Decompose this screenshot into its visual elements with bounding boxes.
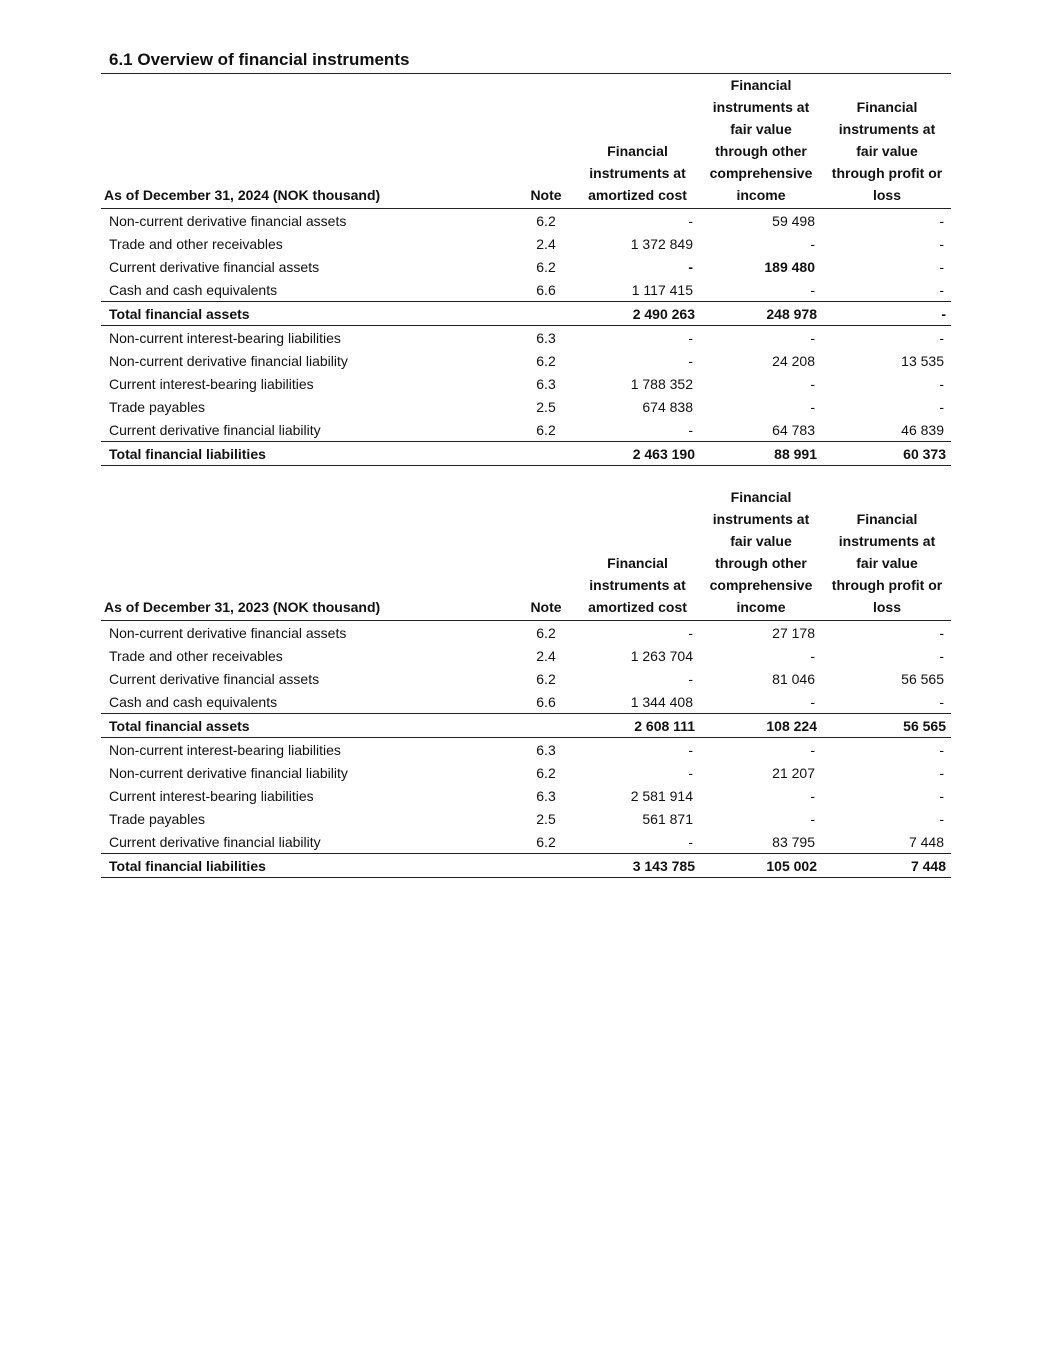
column-header-line: through other bbox=[715, 555, 807, 571]
cell-fvpl: - bbox=[939, 787, 944, 804]
column-header-fvoci bbox=[699, 486, 823, 621]
cell-fvoci: 81 046 bbox=[772, 670, 815, 687]
row-label: Non-current derivative financial assets bbox=[109, 212, 347, 229]
table-row bbox=[101, 830, 951, 854]
column-header-line: Financial bbox=[856, 511, 918, 527]
row-note: 2.5 bbox=[536, 398, 556, 415]
table-heading-period: As of December 31, 2023 (NOK thousand) bbox=[104, 599, 381, 615]
cell-fvpl: - bbox=[823, 302, 951, 326]
cell-fvpl: - bbox=[939, 212, 944, 229]
cell-fvpl: - bbox=[939, 375, 944, 392]
row-note: 2.4 bbox=[536, 235, 556, 252]
cell-amortized-cost: - bbox=[688, 624, 693, 641]
cell-fvpl: - bbox=[939, 741, 944, 758]
cell-fvpl: - bbox=[939, 624, 944, 641]
row-note: 6.6 bbox=[536, 693, 556, 710]
row-label: Cash and cash equivalents bbox=[109, 693, 278, 710]
row-label: Trade payables bbox=[109, 810, 205, 827]
column-header-line: Financial bbox=[730, 489, 792, 505]
table-body bbox=[101, 621, 951, 878]
cell-amortized-cost: 2 463 190 bbox=[576, 442, 699, 466]
cell-amortized-cost: - bbox=[688, 764, 693, 781]
row-note: 6.2 bbox=[536, 352, 556, 369]
column-header-line: income bbox=[736, 187, 786, 203]
column-header-line: comprehensive bbox=[709, 165, 813, 181]
cell-fvoci: - bbox=[810, 375, 815, 392]
cell-amortized-cost: 2 490 263 bbox=[576, 302, 699, 326]
cell-fvpl: 46 839 bbox=[901, 421, 944, 438]
cell-fvpl: - bbox=[939, 235, 944, 252]
cell-amortized-cost: 1 372 849 bbox=[630, 235, 693, 252]
cell-fvoci: 105 002 bbox=[699, 854, 823, 878]
row-label: Current derivative financial assets bbox=[109, 670, 320, 687]
row-label: Non-current derivative financial assets bbox=[109, 624, 347, 641]
cell-fvoci: - bbox=[810, 693, 815, 710]
cell-fvoci: - bbox=[810, 398, 815, 415]
table-header-row bbox=[101, 74, 951, 209]
cell-fvoci: 189 480 bbox=[764, 258, 815, 275]
row-note: 6.2 bbox=[536, 833, 556, 850]
column-header-line: fair value bbox=[856, 143, 918, 159]
row-label: Total financial liabilities bbox=[101, 442, 516, 466]
cell-amortized-cost: 1 344 408 bbox=[630, 693, 693, 710]
column-header-line: fair value bbox=[856, 555, 918, 571]
cell-fvpl: - bbox=[939, 693, 944, 710]
column-header-line: comprehensive bbox=[709, 577, 813, 593]
cell-amortized-cost: 2 581 914 bbox=[630, 787, 693, 804]
cell-fvpl: 7 448 bbox=[908, 833, 944, 850]
cell-amortized-cost: - bbox=[688, 352, 693, 369]
cell-fvpl: 7 448 bbox=[823, 854, 951, 878]
cell-fvpl: - bbox=[939, 810, 944, 827]
row-label: Current interest-bearing liabilities bbox=[109, 375, 314, 392]
table-row bbox=[101, 255, 951, 278]
row-note bbox=[516, 714, 576, 738]
column-header-line: instruments at bbox=[712, 511, 810, 527]
cell-fvpl: - bbox=[939, 398, 944, 415]
row-label: Total financial assets bbox=[101, 714, 516, 738]
total-liabilities-row bbox=[101, 442, 951, 466]
table-row bbox=[101, 667, 951, 690]
column-header-line: loss bbox=[872, 599, 901, 615]
table-row bbox=[101, 784, 951, 807]
column-header-line: through other bbox=[715, 143, 807, 159]
table-row bbox=[101, 738, 951, 762]
total-assets-row bbox=[101, 302, 951, 326]
column-header-line: Financial bbox=[730, 77, 792, 93]
column-header-line: amortized cost bbox=[588, 187, 687, 203]
column-header-line: instruments at bbox=[589, 577, 686, 593]
cell-fvoci: 64 783 bbox=[772, 421, 815, 438]
total-liabilities-row bbox=[101, 854, 951, 878]
cell-fvoci: - bbox=[810, 281, 815, 298]
document-page bbox=[101, 46, 951, 878]
cell-fvoci: 88 991 bbox=[699, 442, 823, 466]
row-label: Current derivative financial liability bbox=[109, 833, 321, 850]
row-label: Non-current interest-bearing liabilities bbox=[109, 741, 341, 758]
cell-amortized-cost: 2 608 111 bbox=[576, 714, 699, 738]
cell-amortized-cost: 3 143 785 bbox=[576, 854, 699, 878]
column-header-line: instruments at bbox=[838, 533, 936, 549]
cell-fvoci: - bbox=[810, 741, 815, 758]
row-label: Current interest-bearing liabilities bbox=[109, 787, 314, 804]
cell-fvpl: - bbox=[939, 258, 944, 275]
column-header-line: fair value bbox=[730, 121, 792, 137]
table-body bbox=[101, 209, 951, 466]
cell-fvoci: - bbox=[810, 235, 815, 252]
row-label: Non-current derivative financial liability bbox=[109, 764, 348, 781]
row-note: 2.4 bbox=[536, 647, 556, 664]
table-row bbox=[101, 644, 951, 667]
row-label: Trade payables bbox=[109, 398, 205, 415]
column-header-amortized-cost bbox=[576, 486, 699, 621]
cell-fvoci: 248 978 bbox=[699, 302, 823, 326]
column-header-line: Financial bbox=[607, 555, 668, 571]
row-note: 6.2 bbox=[536, 764, 556, 781]
cell-amortized-cost: 1 788 352 bbox=[630, 375, 693, 392]
total-assets-row bbox=[101, 714, 951, 738]
row-note bbox=[516, 854, 576, 878]
column-header-line: loss bbox=[872, 187, 901, 203]
cell-fvpl: - bbox=[939, 647, 944, 664]
row-label: Non-current derivative financial liability bbox=[109, 352, 348, 369]
cell-amortized-cost: - bbox=[688, 741, 693, 758]
column-header-line: through profit or bbox=[831, 165, 943, 181]
table-row bbox=[101, 209, 951, 233]
table-header-row bbox=[101, 486, 951, 621]
financial-instruments-table-2023 bbox=[101, 486, 951, 878]
cell-amortized-cost: - bbox=[688, 421, 693, 438]
cell-amortized-cost: - bbox=[688, 329, 693, 346]
column-header-fvoci bbox=[699, 74, 823, 209]
row-label: Current derivative financial liability bbox=[109, 421, 321, 438]
row-note: 6.3 bbox=[536, 741, 556, 758]
table-row bbox=[101, 349, 951, 372]
cell-amortized-cost: - bbox=[688, 833, 693, 850]
cell-amortized-cost: - bbox=[688, 212, 693, 229]
cell-fvoci: 108 224 bbox=[699, 714, 823, 738]
row-note: 6.2 bbox=[536, 624, 556, 641]
cell-fvoci: 27 178 bbox=[772, 624, 815, 641]
row-label: Non-current interest-bearing liabilities bbox=[109, 329, 341, 346]
cell-fvoci: 83 795 bbox=[772, 833, 815, 850]
row-note bbox=[516, 302, 576, 326]
cell-amortized-cost: 1 263 704 bbox=[630, 647, 693, 664]
table-row bbox=[101, 232, 951, 255]
column-header-line: through profit or bbox=[831, 577, 943, 593]
column-header-note: Note bbox=[530, 599, 562, 615]
row-note: 6.2 bbox=[536, 212, 556, 229]
cell-fvoci: - bbox=[810, 329, 815, 346]
column-header-amortized-cost bbox=[576, 74, 699, 209]
cell-fvpl: 13 535 bbox=[901, 352, 944, 369]
row-label: Total financial liabilities bbox=[101, 854, 516, 878]
column-header-line: Financial bbox=[607, 143, 668, 159]
financial-instruments-table-2024 bbox=[101, 74, 951, 466]
table-row bbox=[101, 418, 951, 442]
table-row bbox=[101, 372, 951, 395]
column-header-line: instruments at bbox=[838, 121, 936, 137]
table-heading-period: As of December 31, 2024 (NOK thousand) bbox=[104, 187, 381, 203]
column-header-note: Note bbox=[530, 187, 562, 203]
row-note: 6.3 bbox=[536, 329, 556, 346]
row-note: 6.3 bbox=[536, 375, 556, 392]
row-note: 6.6 bbox=[536, 281, 556, 298]
cell-fvoci: 21 207 bbox=[772, 764, 815, 781]
cell-fvoci: - bbox=[810, 787, 815, 804]
cell-fvpl: 56 565 bbox=[901, 670, 944, 687]
cell-amortized-cost: 674 838 bbox=[642, 398, 693, 415]
column-header-line: amortized cost bbox=[588, 599, 687, 615]
cell-fvoci: - bbox=[810, 647, 815, 664]
column-header-line: fair value bbox=[730, 533, 792, 549]
row-note: 6.2 bbox=[536, 421, 556, 438]
cell-amortized-cost: - bbox=[688, 670, 693, 687]
row-note: 6.2 bbox=[536, 670, 556, 687]
cell-fvpl: - bbox=[939, 764, 944, 781]
column-header-line: instruments at bbox=[589, 165, 686, 181]
cell-fvpl: 56 565 bbox=[823, 714, 951, 738]
column-header-fvpl bbox=[823, 74, 951, 209]
table-row bbox=[101, 807, 951, 830]
table-row bbox=[101, 690, 951, 714]
column-header-line: instruments at bbox=[712, 99, 810, 115]
row-note bbox=[516, 442, 576, 466]
row-note: 2.5 bbox=[536, 810, 556, 827]
cell-fvpl: - bbox=[939, 329, 944, 346]
cell-fvoci: - bbox=[810, 810, 815, 827]
cell-amortized-cost: - bbox=[688, 258, 693, 275]
cell-fvoci: 59 498 bbox=[772, 212, 815, 229]
column-header-line: income bbox=[736, 599, 786, 615]
row-label: Total financial assets bbox=[101, 302, 516, 326]
column-header-line: Financial bbox=[856, 99, 918, 115]
cell-amortized-cost: 1 117 415 bbox=[631, 281, 693, 298]
cell-fvoci: 24 208 bbox=[772, 352, 815, 369]
row-note: 6.2 bbox=[536, 258, 556, 275]
cell-amortized-cost: 561 871 bbox=[642, 810, 693, 827]
table-row bbox=[101, 761, 951, 784]
row-label: Current derivative financial assets bbox=[109, 258, 320, 275]
table-row bbox=[101, 326, 951, 350]
table-row bbox=[101, 621, 951, 645]
table-row bbox=[101, 395, 951, 418]
row-label: Trade and other receivables bbox=[109, 647, 283, 664]
row-label: Trade and other receivables bbox=[109, 235, 283, 252]
column-header-fvpl bbox=[823, 486, 951, 621]
table-row bbox=[101, 278, 951, 302]
cell-fvpl: - bbox=[939, 281, 944, 298]
cell-fvpl: 60 373 bbox=[823, 442, 951, 466]
section-title: 6.1 Overview of financial instruments bbox=[101, 46, 951, 74]
row-note: 6.3 bbox=[536, 787, 556, 804]
row-label: Cash and cash equivalents bbox=[109, 281, 278, 298]
